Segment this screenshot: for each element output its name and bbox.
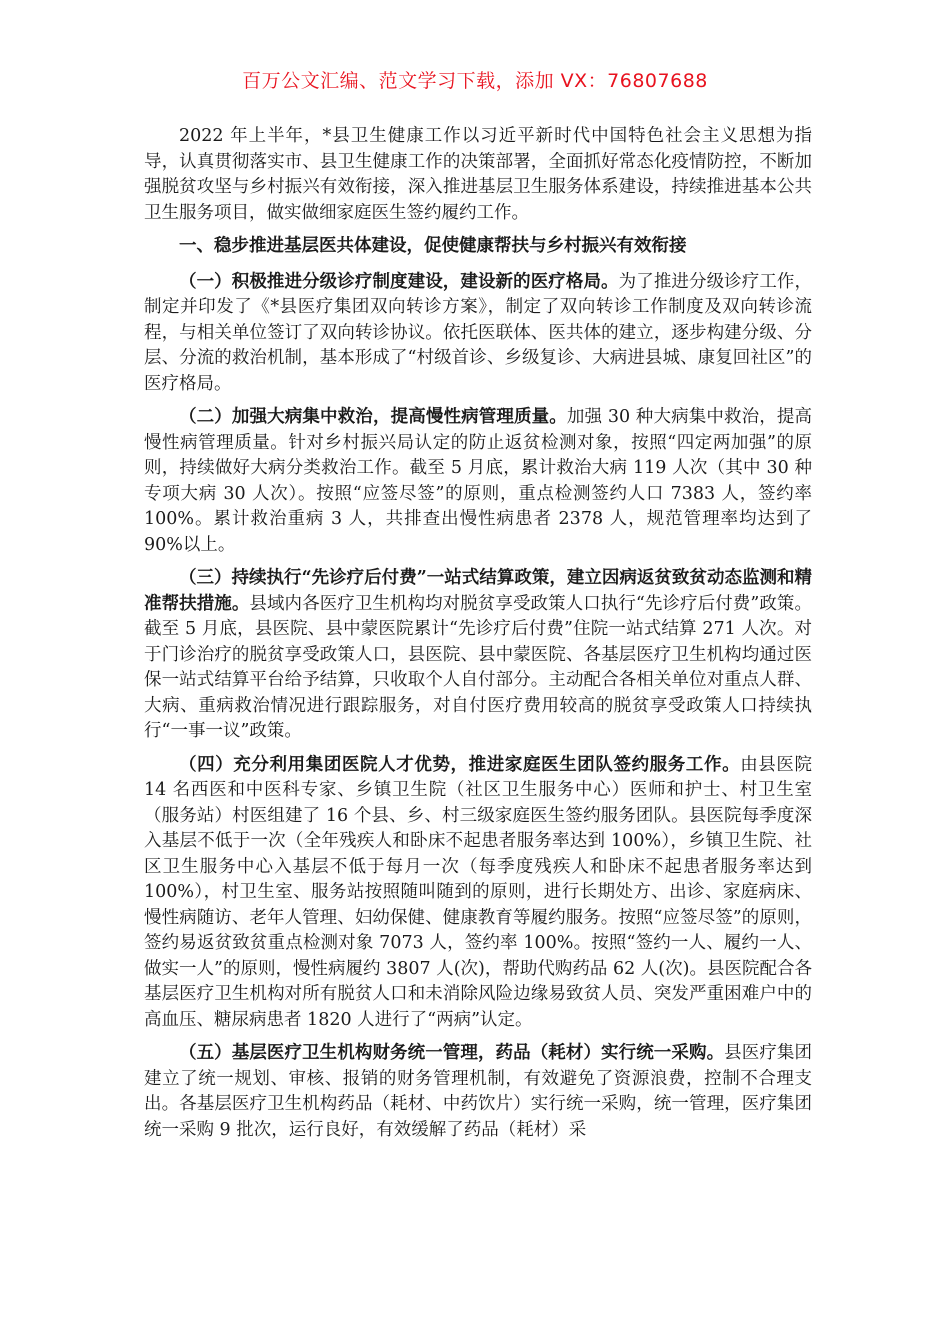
paragraph-text: 由县医院 14 名西医和中医科专家、乡镇卫生院（社区卫生服务中心）医师和护士、村卫生室（服务站）村医组建了 16 个县、乡、村三级家庭医生签约服务团队。县医院每季度深入基层不低于一次（全年残疾人和卧床不起患者服务率达到 100%），乡镇卫生院、社区卫生服务中心入基层不低于每月一次（每季度残疾人和卧床不起患者服务率达到 100%），村卫生室、服务站按照随叫随到的原则，进行长期处方、出诊、家庭病床、慢性病随访、老年人管理、妇幼保健、健康教育等履约服务。按照“应签尽签”的原则，签约易返贫致贫重点检测对象 7073 人，签约率 100%。按照“签约一人、履约一人、做实一人”的原则，慢性病履约 3807 人(次)，帮助代购药品 62 人(次)。县医院配合各基层医疗卫生机构对所有脱贫人口和未消除风险边缘易致贫人员、突发严重困难户中的高血压、糖尿病患者 1820 人进行了“两病”认定。 <box>144 754 813 1030</box>
paragraph-5 <box>144 1041 812 1143</box>
paragraph-lead: （二）加强大病集中救治，提高慢性病管理质量。 <box>179 407 567 427</box>
paragraph-1 <box>144 270 812 398</box>
section-heading: 一、稳步推进基层医共体建设，促使健康帮扶与乡村振兴有效衔接 <box>179 236 687 256</box>
paragraph-text: 县域内各医疗卫生机构均对脱贫享受政策人口执行“先诊疗后付费”政策。截至 5 月底，县医院、县中蒙医院累计“先诊疗后付费”住院一站式结算 271 人次。对于门诊治疗的脱贫享受政策人口，县医院、县中蒙医院、各基层医疗卫生机构均通过医保一站式结算平台给予结算，只收取个人自付部分。主动配合各相关单位对重点人群、大病、重病救治情况进行跟踪服务，对自付医疗费用较高的脱贫享受政策人口持续执行“一事一议”政策。 <box>144 593 812 741</box>
paragraph-text: 县医疗集团建立了统一规划、审核、报销的财务管理机制，有效避免了资源浪费，控制不合理支出。各基层医疗卫生机构药品（耗材、中药饮片）实行统一采购，统一管理，医疗集团统一采购 9 批次，运行良好，有效缓解了药品（耗材）采 <box>144 1043 812 1140</box>
paragraph-4 <box>144 753 812 1034</box>
intro-paragraph: 2022 年上半年，*县卫生健康工作以习近平新时代中国特色社会主义思想为指导，认真贯彻落实市、县卫生健康工作的决策部署，全面抓好常态化疫情防控，不断加强脱贫攻坚与乡村振兴有效衔接，深入推进基层卫生服务体系建设，持续推进基本公共卫生服务项目，做实做细家庭医生签约履约工作。 <box>144 126 812 223</box>
paragraph-text: 加强 30 种大病集中救治，提高慢性病管理质量。针对乡村振兴局认定的防止返贫检测对象，按照“四定两加强”的原则，持续做好大病分类救治工作。截至 5 月底，累计救治大病 119 人次（其中 30 种专项大病 30 人次）。按照“应签尽签”的原则，重点检测签约人口 7383 人，签约率 100%。累计救治重病 3 人，共排查出慢性病患者 2378 人，规范管理率均达到了 90%以上。 <box>144 407 812 555</box>
document-body <box>144 124 812 1151</box>
paragraph-text: 为了推进分级诊疗工作，制定并印发了《*县医疗集团双向转诊方案》，制定了双向转诊工作制度及双向转诊流程，与相关单位签订了双向转诊协议。依托医联体、医共体的建立，逐步构建分级、分层、分流的救治机制，基本形成了“村级首诊、乡级复诊、大病进县城、康复回社区”的医疗格局。 <box>144 271 813 394</box>
watermark-banner: 百万公文汇编、范文学习下载，添加 VX：76807688 <box>242 70 708 92</box>
paragraph-2 <box>144 405 812 558</box>
paragraph-lead: （三）持续执行“先诊疗后付费”一站式结算政策，建立因病返贫致贫动态监测和精准帮扶措施。 <box>144 568 812 614</box>
paragraph-lead: （一）积极推进分级诊疗制度建设，建设新的医疗格局。 <box>179 271 619 292</box>
paragraph-lead: （五）基层医疗卫生机构财务统一管理，药品（耗材）实行统一采购。 <box>179 1043 725 1063</box>
paragraph-3 <box>144 566 812 745</box>
paragraph-lead: （四）充分利用集团医院人才优势，推进家庭医生团队签约服务工作。 <box>179 754 741 775</box>
